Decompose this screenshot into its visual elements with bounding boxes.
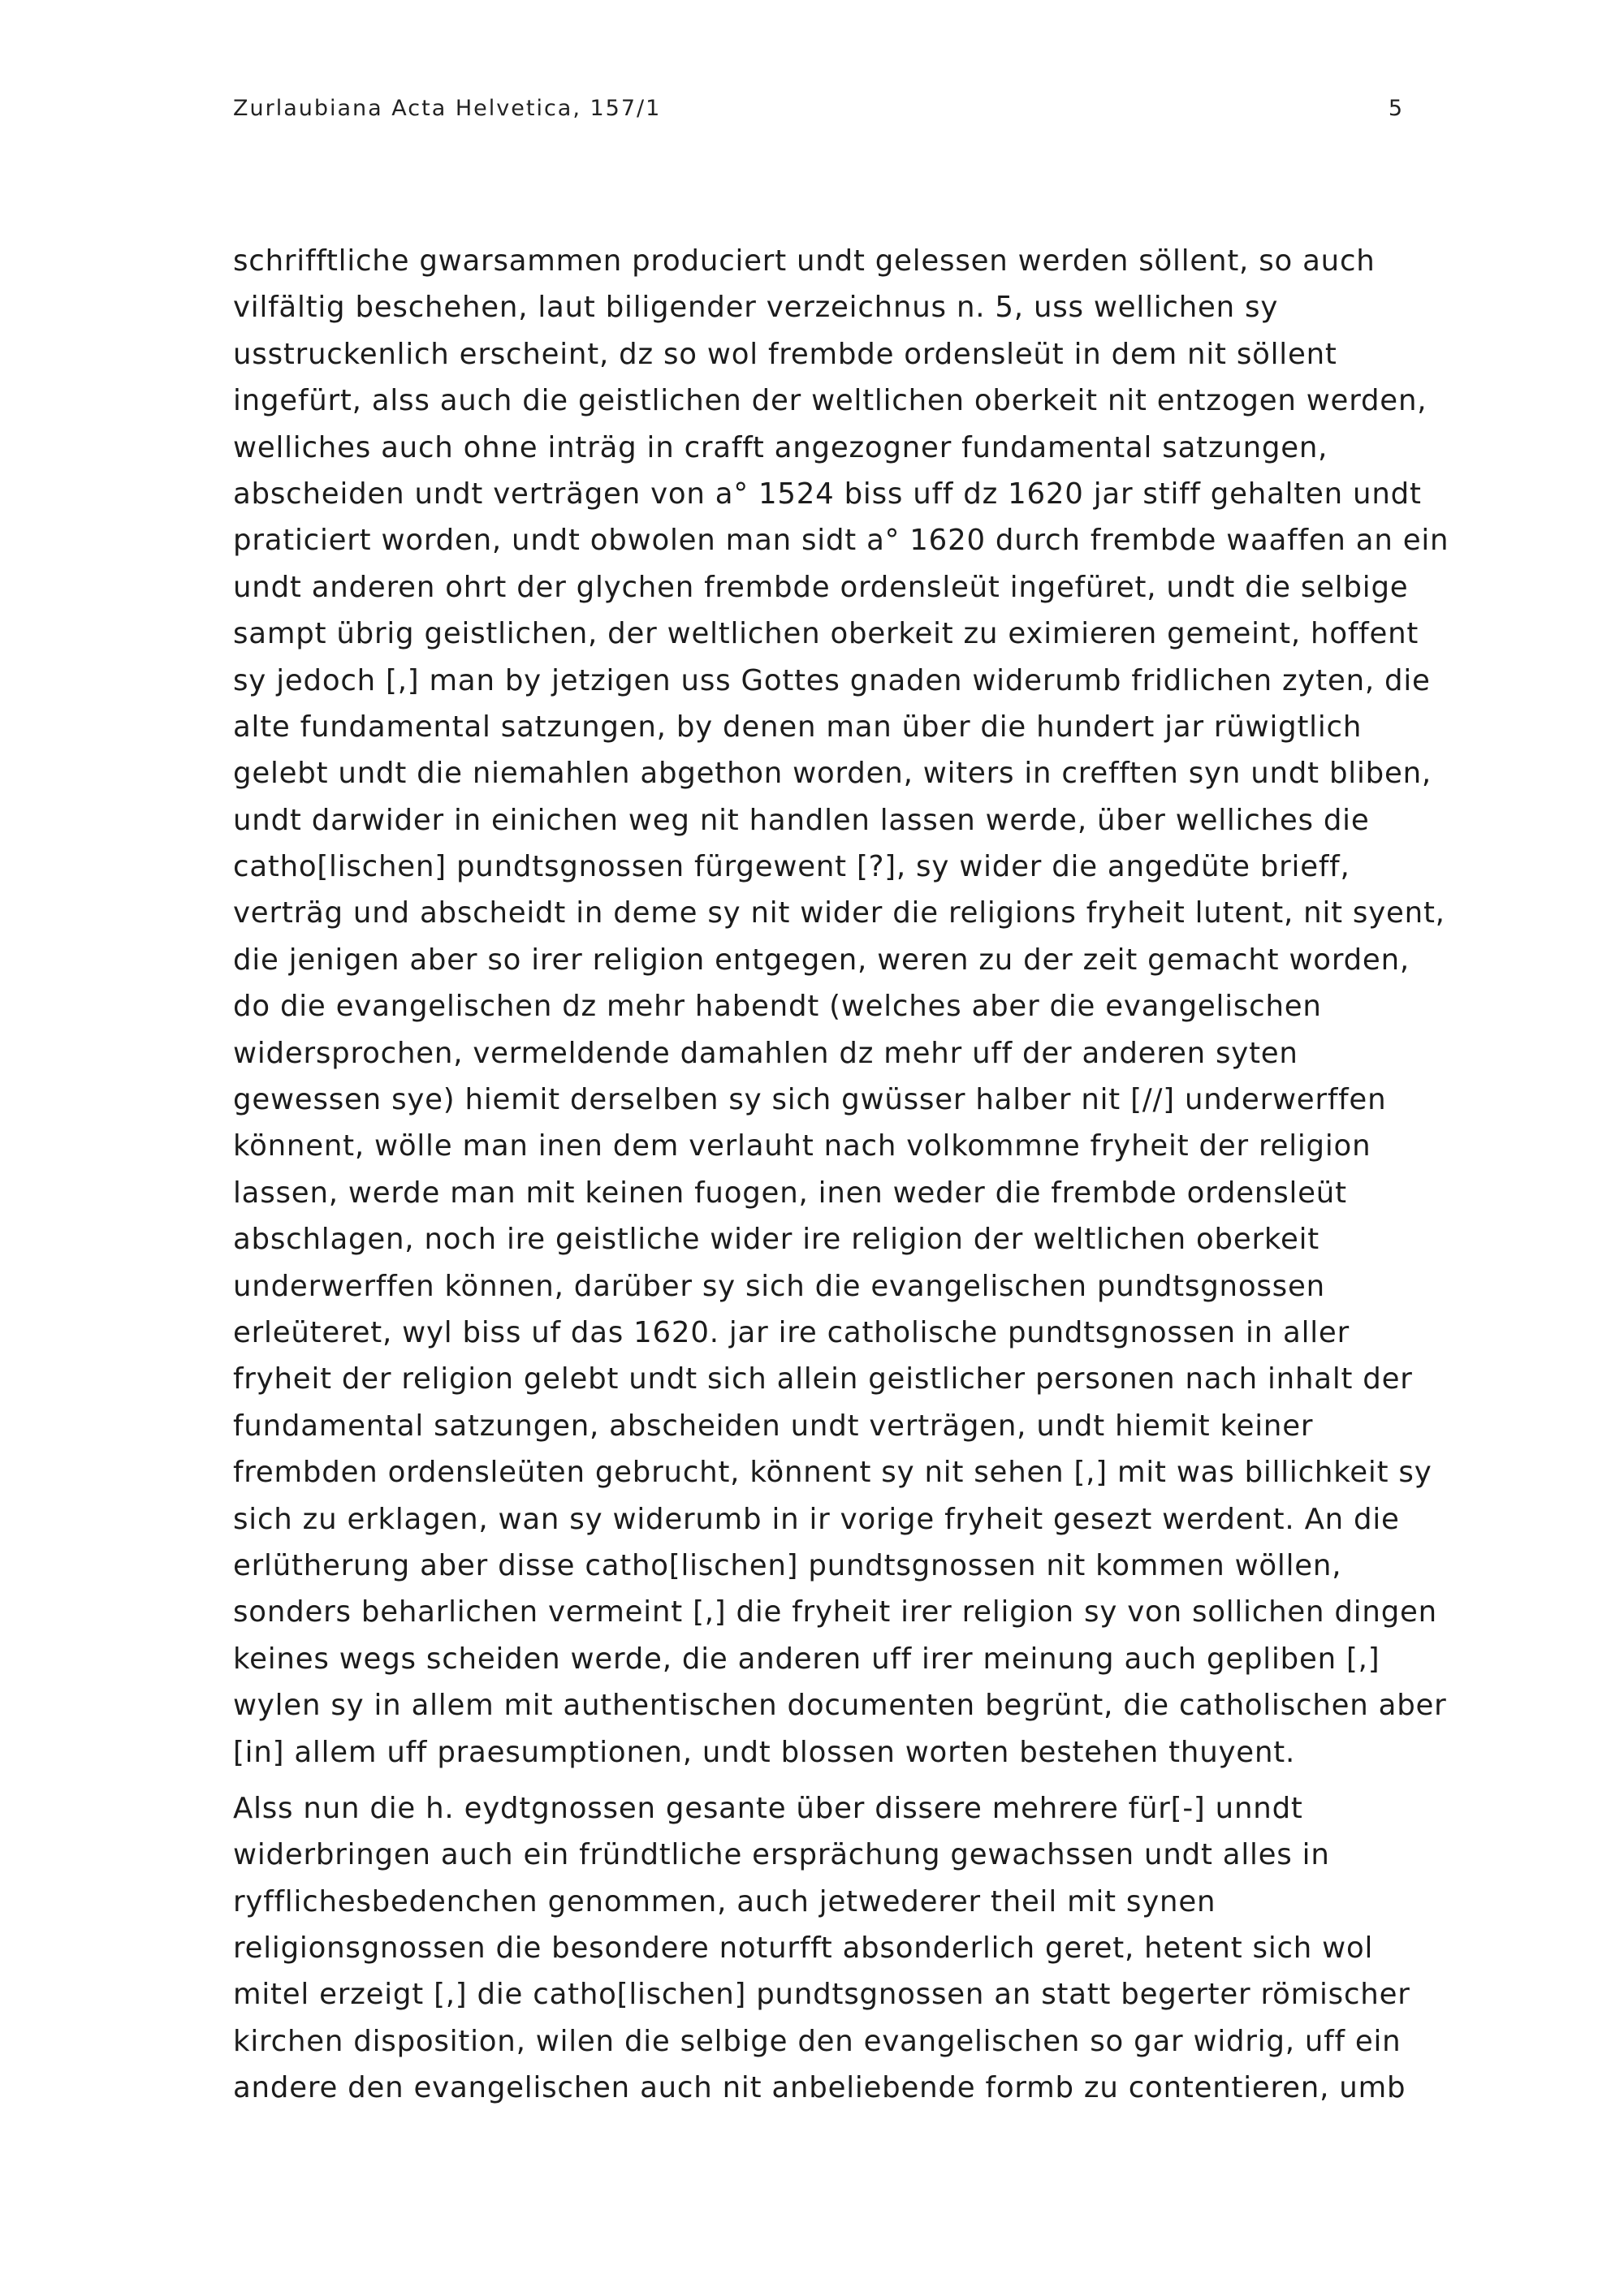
text-line: könnent, wölle man inen dem verlauht nach volkommne fryheit der religion — [233, 1129, 1371, 1163]
text-line: verträg und abscheidt in deme sy nit wider die religions fryheit lutent, nit syent, — [233, 896, 1445, 930]
text-line: sonders beharlichen vermeint [,] die fryheit irer religion sy von sollichen dingen — [233, 1595, 1437, 1629]
text-line: undt darwider in einichen weg nit handlen lassen werde, über welliches die — [233, 803, 1370, 837]
text-line: widersprochen, vermeldende damahlen dz mehr uff der anderen syten — [233, 1036, 1298, 1070]
text-line: Alss nun die h. eydtgnossen gesante über dissere mehrere für[-] unndt — [233, 1791, 1303, 1825]
text-line: fundamental satzungen, abscheiden undt verträgen, undt hiemit keiner — [233, 1409, 1314, 1443]
text-line: erlütherung aber disse catho[lischen] pundtsgnossen nit kommen wöllen, — [233, 1548, 1342, 1582]
text-line: gelebt undt die niemahlen abgethon worden, witers in crefften syn undt bliben, — [233, 757, 1432, 791]
text-line: abschlagen, noch ire geistliche wider ire religion der weltlichen oberkeit — [233, 1223, 1320, 1257]
text-line: undt anderen ohrt der glychen frembde ordensleüt ingefüret, undt die selbige — [233, 570, 1409, 604]
text-line: ingefürt, alss auch die geistlichen der weltlichen oberkeit nit entzogen werden, — [233, 384, 1427, 418]
text-line: usstruckenlich erscheint, dz so wol frembde ordensleüt in dem nit söllent — [233, 337, 1337, 371]
text-line: alte fundamental satzungen, by denen man über die hundert jar rüwigtlich — [233, 710, 1363, 744]
page-header — [233, 96, 1402, 128]
text-line: sampt übrig geistlichen, der weltlichen oberkeit zu eximieren gemeint, hoffent — [233, 617, 1419, 651]
text-line: erleüteret, wyl biss uf das 1620. jar ire catholische pundtsgnossen in aller — [233, 1315, 1350, 1349]
text-line: widerbringen auch ein fründtliche ersprächung gewachssen undt alles in — [233, 1838, 1330, 1872]
text-line: vilfältig beschehen, laut biligender verzeichnus n. 5, uss wellichen sy — [233, 291, 1279, 325]
paragraph — [233, 1785, 1419, 2112]
text-line: kirchen disposition, wilen die selbige den evangelischen so gar widrig, uff ein — [233, 2024, 1402, 2058]
text-line: praticiert worden, undt obwolen man sidt a° 1620 durch frembde waaffen an ein — [233, 524, 1449, 558]
document-title: Zurlaubiana Acta Helvetica, 157/1 — [233, 96, 662, 121]
text-line: mitel erzeigt [,] die catho[lischen] pundtsgnossen an statt begerter römischer — [233, 1978, 1410, 2012]
text-line: religionsgnossen die besondere noturfft absonderlich geret, hetent sich wol — [233, 1931, 1374, 1966]
text-line: welliches auch ohne inträg in crafft angezogner fundamental satzungen, — [233, 430, 1328, 464]
text-line: underwerffen können, darüber sy sich die evangelischen pundtsgnossen — [233, 1269, 1325, 1303]
text-line: gewessen sye) hiemit derselben sy sich gwüsser halber nit [//] underwerffen — [233, 1083, 1387, 1117]
text-line: keines wegs scheiden werde, die anderen uff irer meinung auch gepliben [,] — [233, 1642, 1380, 1676]
document-body — [233, 238, 1449, 2121]
text-line: fryheit der religion gelebt undt sich allein geistlicher personen nach inhalt der — [233, 1362, 1413, 1396]
text-line: die jenigen aber so irer religion entgegen, weren zu der zeit gemacht worden, — [233, 943, 1410, 977]
text-line: sy jedoch [,] man by jetzigen uss Gottes gnaden widerumb fridlichen zyten, die — [233, 663, 1431, 697]
text-line: frembden ordensleüten gebrucht, könnent sy nit sehen [,] mit was billichkeit sy — [233, 1456, 1432, 1490]
page-number: 5 — [1388, 96, 1402, 121]
text-line: catho[lischen] pundtsgnossen fürgewent [?], sy wider die angedüte brieff, — [233, 850, 1350, 884]
text-line: andere den evangelischen auch nit anbeliebende formb zu contentieren, umb — [233, 2071, 1406, 2105]
text-line: do die evangelischen dz mehr habendt (welches aber die evangelischen — [233, 990, 1322, 1024]
text-line: schrifftliche gwarsammen produciert undt gelessen werden söllent, so auch — [233, 244, 1376, 278]
text-line: wylen sy in allem mit authentischen documenten begrünt, die catholischen aber — [233, 1689, 1447, 1723]
text-line: [in] allem uff praesumptionen, undt blossen worten bestehen thuyent. — [233, 1735, 1296, 1769]
text-line: lassen, werde man mit keinen fuogen, inen weder die frembde ordensleüt — [233, 1176, 1347, 1210]
text-line: sich zu erklagen, wan sy widerumb in ir vorige fryheit gesezt werdent. An die — [233, 1502, 1400, 1536]
paragraph — [233, 238, 1449, 1776]
text-line: abscheiden undt verträgen von a° 1524 biss uff dz 1620 jar stiff gehalten undt — [233, 477, 1422, 511]
text-line: ryfflichesbedenchen genommen, auch jetwederer theil mit synen — [233, 1884, 1216, 1918]
